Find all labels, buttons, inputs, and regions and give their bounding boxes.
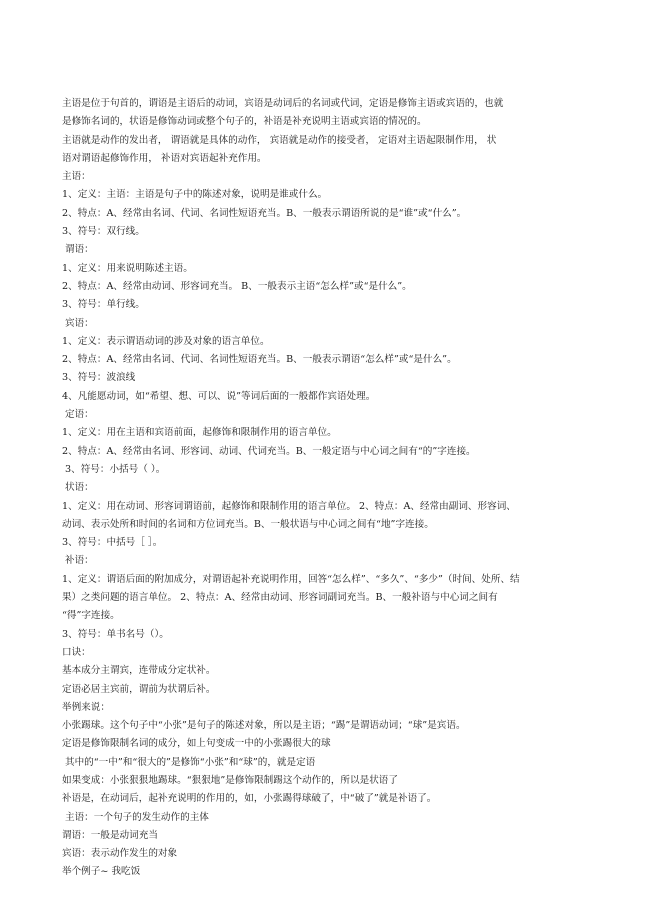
text-line-intro-2: 是修饰名词的，状语是修饰动词或整个句子的，补语是补充说明主语或宾语的情况的。 [62,116,427,128]
text-line-object-1: 1、定义：表示谓语动词的涉及对象的语言单位。 [62,335,270,347]
document-body [62,95,592,882]
text-line-subject-heading: 主语： [62,171,91,183]
text-line-mnemonic-1: 基本成分主谓宾，连带成分定状补。 [62,665,216,677]
text-line-adverbial-heading: 状语： [65,482,94,494]
text-line-example-heading: 举例来说： [62,701,110,713]
text-line-attributive-1: 1、定义：用在主语和宾语前面，起修饰和限制作用的语言单位。 [62,427,337,439]
text-line-complement-1: 1、定义：谓语后面的附加成分，对谓语起补充说明作用，回答“怎么样”、“多久”、“多少”（时间、处所、结 [62,573,520,585]
text-line-example-4: 如果变成：小张狠狠地踢球。“狠狠地”是修饰限制踢这个动作的，所以是状语了 [62,774,398,786]
text-line-subject-2: 2、特点：A、经常由名词、代词、名词性短语充当。B、一般表示谓语所说的是“谁”或“什么”。 [62,207,467,219]
text-line-predicate-2: 2、特点：A、经常由动词、形容词充当。 B、一般表示主语“怎么样”或“是什么”。 [62,280,412,292]
text-line-complement-heading: 补语： [65,555,94,567]
text-line-summary-2: 谓语：一般是动词充当 [62,829,158,841]
text-line-predicate-1: 1、定义：用来说明陈述主语。 [62,262,193,274]
text-line-example-2: 定语是修饰限制名词的成分，如上句变成一中的小张踢很大的球 [62,738,331,750]
text-line-mnemonic-heading: 口诀： [62,646,91,658]
text-line-summary-1: 主语：一个句子的发生动作的主体 [65,811,209,823]
text-line-complement-4: 3、符号：单书名号（）。 [62,628,169,640]
text-line-object-4: 4、凡能愿动词，如“希望、想、可以、说”等词后面的一般都作宾语处理。 [62,390,376,402]
text-line-predicate-3: 3、符号：单行线。 [62,299,145,311]
text-line-object-heading: 宾语： [65,317,94,329]
text-line-intro-1: 主语是位于句首的，谓语是主语后的动词，宾语是动词后的名词或代词，定语是修饰主语或宾语的，也就 [62,98,504,109]
text-line-attributive-3: 3、符号：小括号（ ）。 [65,463,166,475]
text-line-mnemonic-2: 定语必居主宾前，谓前为状谓后补。 [62,683,216,695]
text-line-example-1: 小张踢球。这个句子中“小张”是句子的陈述对象，所以是主语；“踢”是谓语动词；“球”是宾语。 [62,720,466,732]
text-line-intro-4: 语对谓语起修饰作用， 补语对宾语起补充作用。 [62,152,267,164]
text-line-attributive-heading: 定语： [65,409,94,421]
text-line-predicate-heading: 谓语： [65,244,94,256]
text-line-object-3: 3、符号：波浪线 [62,372,136,384]
text-line-complement-2: 果）之类问题的语言单位。 2、特点：A、经常由动词、形容词副词充当。B、一般补语与中心词之间有 [62,592,498,604]
text-line-intro-3: 主语就是动作的发出者， 谓语就是具体的动作， 宾语就是动作的接受者， 定语对主语起限制作用， 状 [62,134,497,146]
text-line-example-5: 补语是，在动词后，起补充说明的作用的，如，小张踢得球破了，中“破了”就是补语了。 [62,793,437,805]
text-line-adverbial-2: 动词、表示处所和时间的名词和方位词充当。B、一般状语与中心词之间有“地”字连接。 [62,518,434,530]
text-line-summary-3: 宾语：表示动作发生的对象 [62,848,178,860]
text-line-adverbial-1: 1、定义：用在动词、形容词谓语前，起修饰和限制作用的语言单位。 2、特点：A、经常由副词、形容词、 [62,500,516,512]
text-line-example-3: 其中的“一中”和“很大的”是修饰“小张”和“球”的，就是定语 [65,756,316,768]
text-line-complement-3: “得”字连接。 [62,610,120,622]
text-line-attributive-2: 2、特点：A、经常由名词、形容词、动词、代词充当。B、一般定语与中心词之间有“的”字连接。 [62,445,476,457]
text-line-adverbial-3: 3、符号：中括号［ ］。 [62,537,163,549]
text-line-subject-1: 1、定义：主语：主语是句子中的陈述对象，说明是谁或什么。 [62,189,328,201]
text-line-subject-3: 3、符号：双行线。 [62,226,145,238]
text-line-summary-4: 举个例子~ 我吃饭 [62,866,141,878]
text-line-object-2: 2、特点：A、经常由名词、代词、名词性短语充当。B、一般表示谓语“怎么样”或“是什么”。 [62,354,457,366]
